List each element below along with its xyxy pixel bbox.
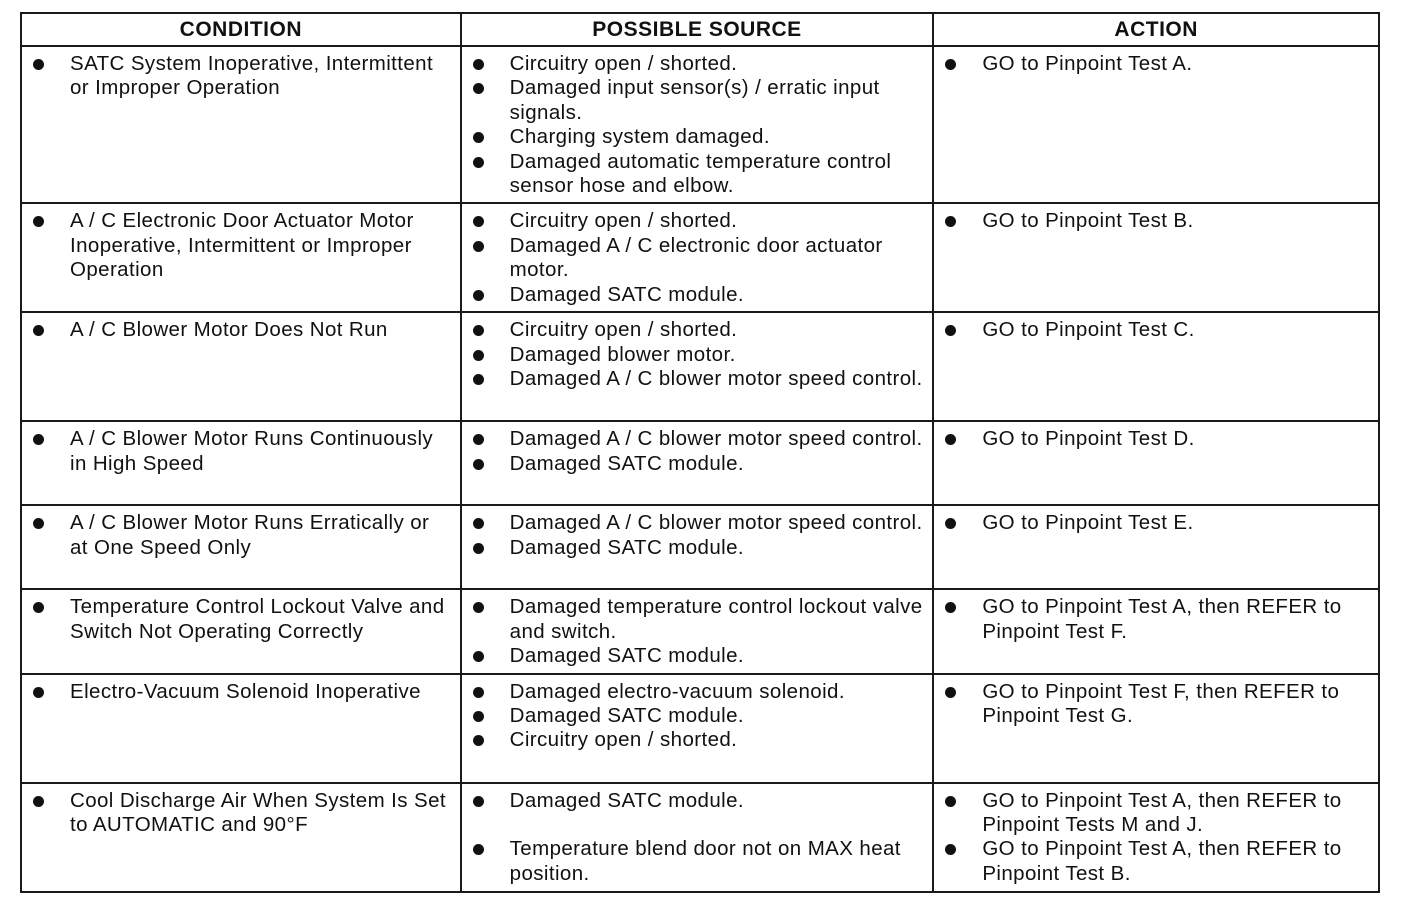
condition-text: A / C Blower Motor Runs Erratically or at One Speed Only [30, 511, 452, 560]
condition-cell [21, 421, 461, 505]
source-item: Damaged SATC module. [470, 644, 925, 668]
source-cell [461, 783, 934, 892]
source-item: Temperature blend door not on MAX heat position. [470, 837, 925, 886]
source-cell [461, 312, 934, 421]
source-cell [461, 674, 934, 783]
source-item: Damaged A / C blower motor speed control. [470, 427, 925, 451]
condition-cell [21, 589, 461, 673]
source-item: Circuitry open / shorted. [470, 318, 925, 342]
header-possible-source: POSSIBLE SOURCE [461, 13, 934, 46]
action-item: GO to Pinpoint Test A, then REFER to Pinpoint Test B. [942, 837, 1370, 886]
source-item: Damaged SATC module. [470, 283, 925, 307]
action-cell [933, 203, 1379, 312]
condition-text: SATC System Inoperative, Intermittent or Improper Operation [30, 52, 452, 101]
table-row [21, 46, 1379, 203]
action-cell [933, 505, 1379, 589]
action-cell [933, 46, 1379, 203]
action-cell [933, 589, 1379, 673]
condition-cell [21, 312, 461, 421]
condition-text: Electro-Vacuum Solenoid Inoperative [30, 680, 452, 704]
condition-cell [21, 674, 461, 783]
action-item: GO to Pinpoint Test D. [942, 427, 1370, 451]
source-item: Damaged SATC module. [470, 452, 925, 476]
action-item: GO to Pinpoint Test A, then REFER to Pinpoint Test F. [942, 595, 1370, 644]
action-item: GO to Pinpoint Test B. [942, 209, 1370, 233]
source-item: Circuitry open / shorted. [470, 728, 925, 752]
table-row [21, 203, 1379, 312]
source-item: Damaged SATC module. [470, 536, 925, 560]
source-item: Circuitry open / shorted. [470, 209, 925, 233]
source-item: Damaged A / C blower motor speed control. [470, 511, 925, 535]
action-item: GO to Pinpoint Test A. [942, 52, 1370, 76]
source-item: Damaged automatic temperature control sensor hose and elbow. [470, 150, 925, 199]
table-row [21, 505, 1379, 589]
source-item: Damaged input sensor(s) / erratic input signals. [470, 76, 925, 125]
source-cell [461, 589, 934, 673]
condition-text: A / C Blower Motor Does Not Run [30, 318, 452, 342]
action-cell [933, 783, 1379, 892]
source-item: Damaged A / C blower motor speed control. [470, 367, 925, 391]
header-action: ACTION [933, 13, 1379, 46]
condition-cell [21, 783, 461, 892]
action-item: GO to Pinpoint Test C. [942, 318, 1370, 342]
source-item: Damaged SATC module. [470, 704, 925, 728]
action-item: GO to Pinpoint Test F, then REFER to Pinpoint Test G. [942, 680, 1370, 729]
source-item: Damaged temperature control lockout valve and switch. [470, 595, 925, 644]
condition-cell [21, 505, 461, 589]
source-cell [461, 505, 934, 589]
condition-text: A / C Electronic Door Actuator Motor Inoperative, Intermittent or Improper Operation [30, 209, 452, 282]
action-cell [933, 421, 1379, 505]
table-row [21, 783, 1379, 892]
source-cell [461, 203, 934, 312]
table-row [21, 312, 1379, 421]
action-cell [933, 674, 1379, 783]
source-item: Damaged blower motor. [470, 343, 925, 367]
condition-text: Cool Discharge Air When System Is Set to AUTOMATIC and 90°F [30, 789, 452, 838]
source-item: Damaged A / C electronic door actuator motor. [470, 234, 925, 283]
table-row [21, 589, 1379, 673]
condition-text: Temperature Control Lockout Valve and Switch Not Operating Correctly [30, 595, 452, 644]
source-cell [461, 421, 934, 505]
source-cell [461, 46, 934, 203]
condition-cell [21, 203, 461, 312]
table-row [21, 674, 1379, 783]
action-item: GO to Pinpoint Test E. [942, 511, 1370, 535]
condition-text: A / C Blower Motor Runs Continuously in High Speed [30, 427, 452, 476]
source-item: Charging system damaged. [470, 125, 925, 149]
source-item: Damaged SATC module. [470, 789, 925, 813]
action-cell [933, 312, 1379, 421]
header-row [21, 13, 1379, 46]
condition-cell [21, 46, 461, 203]
table-row [21, 421, 1379, 505]
diagnosis-table [20, 12, 1380, 893]
header-condition: CONDITION [21, 13, 461, 46]
source-item: Circuitry open / shorted. [470, 52, 925, 76]
source-item: Damaged electro-vacuum solenoid. [470, 680, 925, 704]
action-item: GO to Pinpoint Test A, then REFER to Pinpoint Tests M and J. [942, 789, 1370, 838]
